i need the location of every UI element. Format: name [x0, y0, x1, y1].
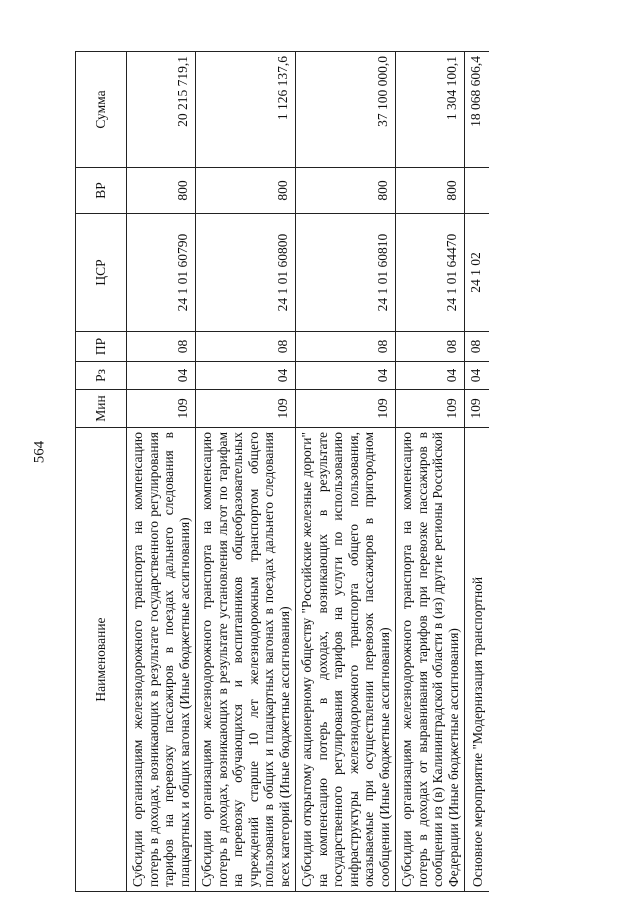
column-header-pr: ПР	[76, 332, 127, 362]
table-row	[127, 52, 196, 892]
row-sum: 20 215 719,1	[127, 52, 196, 168]
column-header-csr: ЦСР	[76, 214, 127, 332]
row-vr: 800	[296, 168, 396, 214]
row-pr: 08	[465, 332, 489, 362]
rotated-table-container	[75, 52, 603, 892]
row-min: 109	[396, 390, 465, 428]
row-rz: 04	[465, 362, 489, 390]
row-vr: 800	[396, 168, 465, 214]
row-csr: 24 1 01 64470	[396, 214, 465, 332]
budget-table	[75, 51, 489, 892]
row-sum: 37 100 000,0	[296, 52, 396, 168]
row-sum: 1 304 100,1	[396, 52, 465, 168]
row-name: Субсидии организациям железнодорожного транспорта на компенсацию потерь в доходах от выравнивания тарифов при перевозке пассажиров в сообщении из (в) Калининградской области в (из) другие регионы Российской Федерации (Иные бюджетные ассигнования)	[396, 428, 465, 892]
table-row	[465, 52, 489, 892]
table-row	[396, 52, 465, 892]
row-pr: 08	[196, 332, 296, 362]
row-vr: 800	[196, 168, 296, 214]
row-min: 109	[196, 390, 296, 428]
row-min: 109	[296, 390, 396, 428]
row-name: Субсидии организациям железнодорожного транспорта на компенсацию потерь в доходах, возникающих в результате государственного регулирования тарифов на перевозку пассажиров в поездах дальнего следования в плацкартных и общих вагонах (Иные бюджетные ассигнования)	[127, 428, 196, 892]
row-name: Субсидии открытому акционерному обществу "Российские железные дороги" на компенсацию потерь в доходах, возникающих в результате государственного регулирования тарифов на услуги по использованию инфраструктуры железнодорожного транспорта общего пользования, оказываемые при осуществлении перевозок пассажиров в пригородном сообщении (Иные бюджетные ассигнования)	[296, 428, 396, 892]
row-csr: 24 1 01 60800	[196, 214, 296, 332]
row-pr: 08	[296, 332, 396, 362]
column-header-min: Мин	[76, 390, 127, 428]
row-sum: 1 126 137,6	[196, 52, 296, 168]
row-rz: 04	[127, 362, 196, 390]
row-vr	[465, 168, 489, 214]
row-rz: 04	[196, 362, 296, 390]
column-header-sum: Сумма	[76, 52, 127, 168]
column-header-rz: Рз	[76, 362, 127, 390]
row-min: 109	[127, 390, 196, 428]
table-header-row	[76, 52, 127, 892]
row-min: 109	[465, 390, 489, 428]
row-sum: 18 068 606,4	[465, 52, 489, 168]
row-csr: 24 1 01 60790	[127, 214, 196, 332]
row-rz: 04	[296, 362, 396, 390]
page-number: 564	[31, 440, 48, 464]
row-name: Субсидии организациям железнодорожного транспорта на компенсацию потерь в доходах, возникающих в результате установления льгот по тарифам на перевозку обучающихся и воспитанников общеобразовательных учреждений старше 10 лет железнодорожным транспортом общего пользования в общих и плацкартных вагонах в поездах дальнего следования всех категорий (Иные бюджетные ассигнования)	[196, 428, 296, 892]
row-csr: 24 1 01 60810	[296, 214, 396, 332]
row-name: Основное мероприятие "Модернизация транспортной	[465, 428, 489, 892]
row-rz: 04	[396, 362, 465, 390]
table-row	[196, 52, 296, 892]
row-pr: 08	[396, 332, 465, 362]
row-csr: 24 1 02	[465, 214, 489, 332]
row-pr: 08	[127, 332, 196, 362]
column-header-vr: ВР	[76, 168, 127, 214]
column-header-name: Наименование	[76, 428, 127, 892]
row-vr: 800	[127, 168, 196, 214]
table-row	[296, 52, 396, 892]
